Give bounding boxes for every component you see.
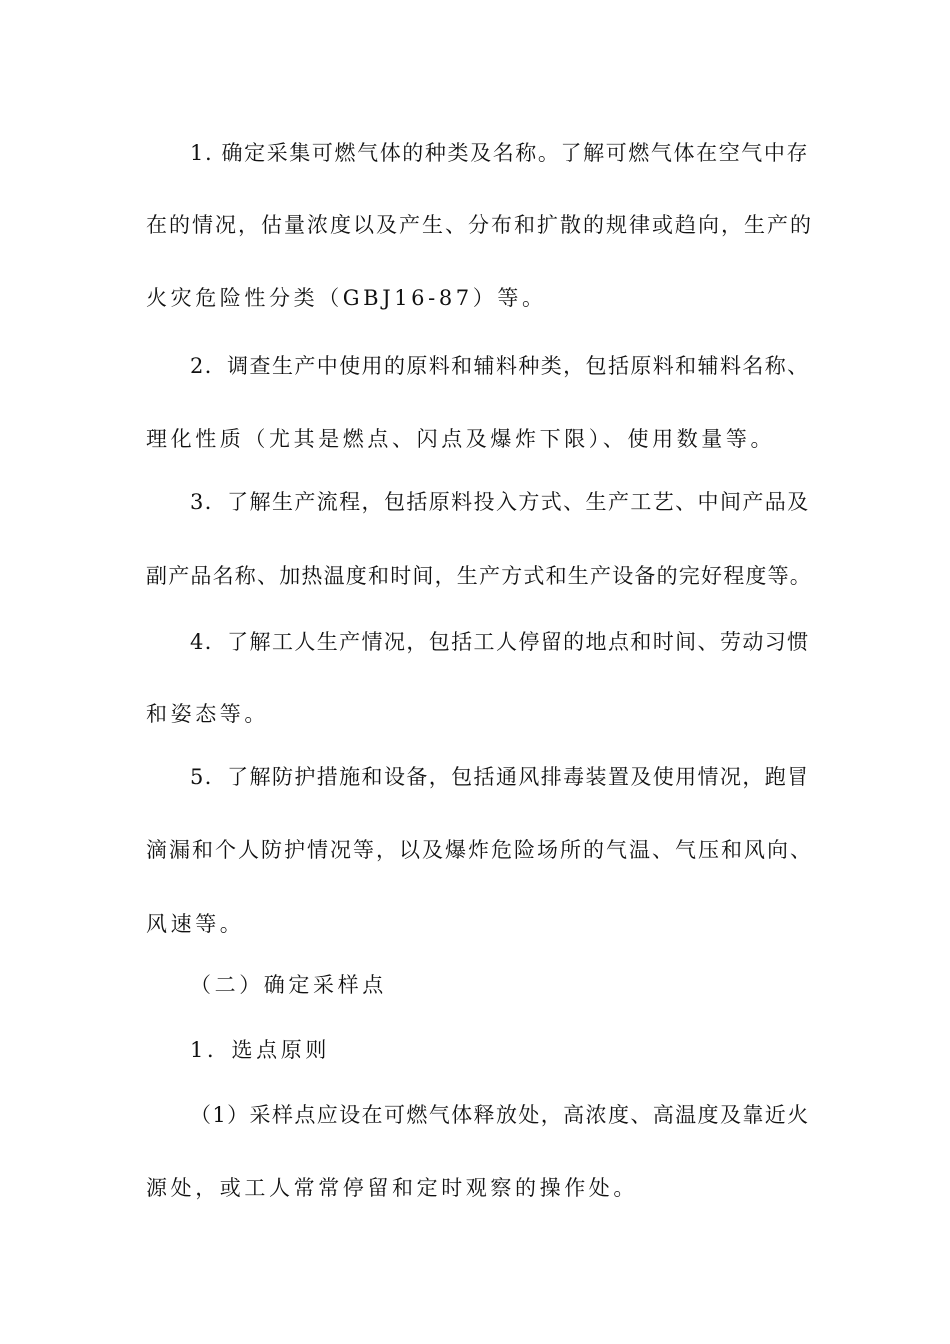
paragraph-1-line-2: 在的情况，估量浓度以及产生、分布和扩散的规律或趋向，生产的	[146, 213, 813, 237]
paragraph-3-line-1: 3．了解生产流程，包括原料投入方式、生产工艺、中间产品及	[190, 490, 810, 514]
paragraph-4-line-2: 和姿态等。	[146, 702, 269, 726]
subsection-heading: 1．选点原则	[190, 1038, 330, 1062]
paragraph-4-line-1: 4．了解工人生产情况，包括工人停留的地点和时间、劳动习惯	[190, 630, 810, 654]
paragraph-2-line-1: 2．调查生产中使用的原料和辅料种类，包括原料和辅料名称、	[190, 354, 810, 378]
section-heading: （二）确定采样点	[190, 973, 387, 997]
paragraph-5-line-3: 风速等。	[146, 912, 245, 936]
paragraph-1-line-1: 1. 确定采集可燃气体的种类及名称。了解可燃气体在空气中存	[190, 141, 810, 165]
paragraph-5-line-2: 滴漏和个人防护情况等，以及爆炸危险场所的气温、气压和风向、	[146, 838, 813, 862]
paragraph-6-line-2: 源处，或工人常常停留和定时观察的操作处。	[146, 1176, 638, 1200]
paragraph-3-line-2: 副产品名称、加热温度和时间，生产方式和生产设备的完好程度等。	[146, 564, 812, 588]
paragraph-6-line-1: （1）采样点应设在可燃气体释放处，高浓度、高温度及靠近火	[190, 1103, 810, 1127]
paragraph-2-line-2: 理化性质（尤其是燃点、闪点及爆炸下限）、使用数量等。	[146, 427, 776, 451]
paragraph-1-line-3: 火灾危险性分类（GBJ16-87）等。	[146, 286, 547, 310]
paragraph-5-line-1: 5．了解防护措施和设备，包括通风排毒装置及使用情况，跑冒	[190, 765, 810, 789]
